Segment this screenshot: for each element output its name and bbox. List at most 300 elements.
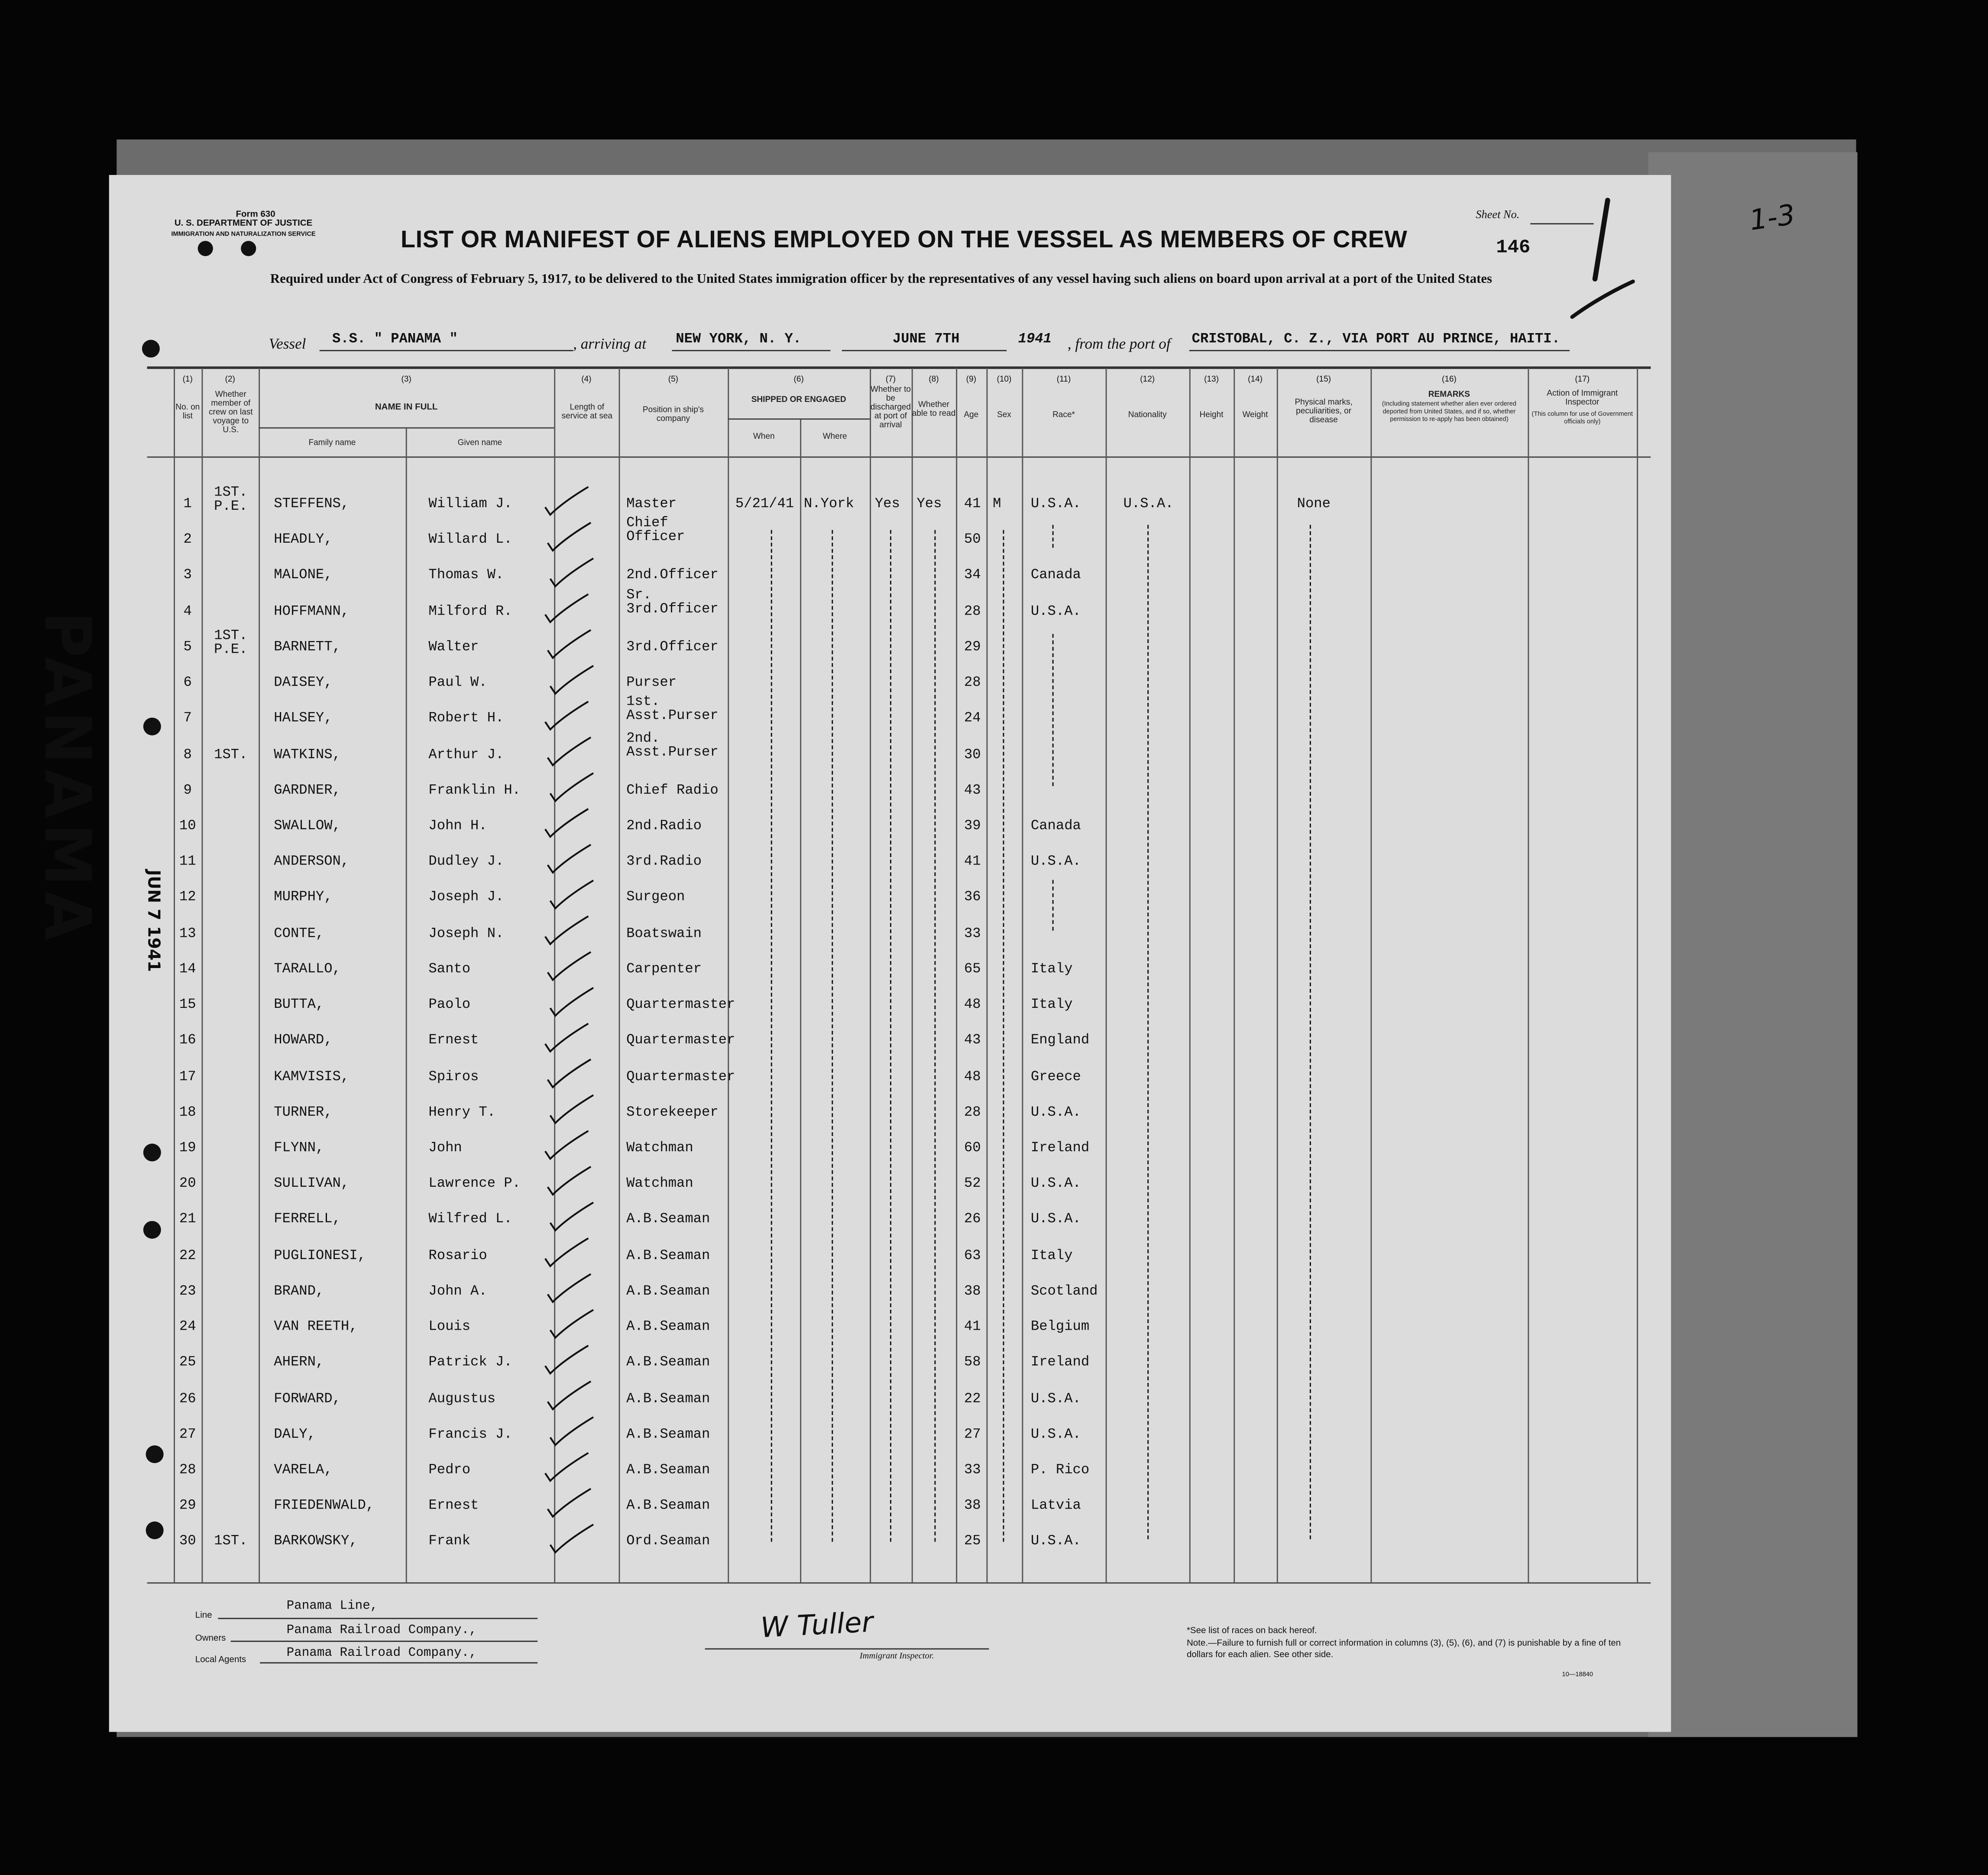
cell-age: 39 bbox=[964, 819, 981, 835]
cell-position: A.B.Seaman bbox=[626, 1212, 710, 1228]
checkmark bbox=[545, 487, 589, 515]
cell-age: 60 bbox=[964, 1141, 981, 1156]
cell-able-to-read: Yes bbox=[916, 497, 942, 512]
checkmark bbox=[550, 1202, 593, 1230]
agents-label: Local Agents bbox=[195, 1656, 246, 1665]
cell-position: Purser bbox=[626, 676, 677, 691]
cell-row-number: 20 bbox=[179, 1177, 196, 1192]
cell-position: Quartermaster bbox=[626, 998, 735, 1014]
cell-given-name: Joseph J. bbox=[428, 891, 504, 906]
column-divider bbox=[1277, 368, 1278, 1582]
cell-position: 2nd.Radio bbox=[626, 819, 702, 835]
punch-hole bbox=[143, 718, 161, 735]
checkmark bbox=[548, 737, 591, 765]
cell-given-name: Robert H. bbox=[428, 712, 504, 727]
cell-last-voyage: 1ST. P.E. bbox=[214, 628, 248, 658]
cell-age: 27 bbox=[964, 1427, 981, 1443]
cell-position: Carpenter bbox=[626, 962, 702, 978]
cell-given-name: Ernest bbox=[428, 1033, 479, 1049]
cell-family-name: HEADLY, bbox=[274, 533, 333, 548]
cell-given-name: Augustus bbox=[428, 1391, 496, 1407]
cell-family-name: ANDERSON, bbox=[274, 855, 350, 870]
punch-hole bbox=[146, 1445, 164, 1463]
cell-row-number: 16 bbox=[179, 1033, 196, 1049]
from-label: , from the port of bbox=[1067, 334, 1171, 353]
cell-race: U.S.A. bbox=[1030, 1427, 1081, 1443]
cell-row-number: 27 bbox=[179, 1427, 196, 1443]
cell-age: 38 bbox=[964, 1284, 981, 1299]
cell-position: 2nd.Officer bbox=[626, 568, 719, 584]
col-num: (11) bbox=[1056, 375, 1071, 384]
binding-hole bbox=[198, 241, 213, 256]
checkmark bbox=[548, 952, 591, 980]
arrival-date: JUNE 7TH bbox=[892, 332, 960, 348]
ditto-mark bbox=[1147, 525, 1149, 1539]
col-num: (7) bbox=[885, 375, 896, 384]
cell-position: A.B.Seaman bbox=[626, 1463, 710, 1479]
ditto-mark bbox=[890, 530, 891, 1542]
cell-position: 1st. Asst.Purser bbox=[626, 695, 719, 725]
checkmark bbox=[550, 773, 593, 801]
checkmark bbox=[548, 845, 591, 872]
cell-age: 65 bbox=[964, 962, 981, 978]
cell-row-number: 18 bbox=[179, 1105, 196, 1120]
vertical-stamp: PANAMA bbox=[30, 611, 104, 946]
cell-age: 52 bbox=[964, 1177, 981, 1192]
col-header-height: Height bbox=[1199, 411, 1224, 420]
cell-age: 24 bbox=[964, 712, 981, 727]
cell-row-number: 10 bbox=[179, 819, 196, 835]
cell-last-voyage: 1ST. bbox=[214, 1535, 248, 1550]
column-divider bbox=[870, 368, 871, 1582]
cell-race: P. Rico bbox=[1030, 1463, 1090, 1479]
shipped-subheader-line bbox=[728, 418, 870, 420]
page-title: LIST OR MANIFEST OF ALIENS EMPLOYED ON THE VESSEL AS MEMBERS OF CREW bbox=[401, 227, 1408, 254]
column-divider bbox=[1370, 368, 1372, 1582]
checkmark bbox=[548, 1274, 591, 1302]
col-header-read: Whether able to read bbox=[912, 401, 956, 419]
cell-position: 2nd. Asst.Purser bbox=[626, 731, 719, 761]
cell-family-name: CONTE, bbox=[274, 926, 324, 942]
cell-age: 48 bbox=[964, 998, 981, 1014]
cell-family-name: FERRELL, bbox=[274, 1212, 341, 1228]
checkmark bbox=[548, 1489, 591, 1516]
col-num: (17) bbox=[1575, 375, 1590, 384]
column-divider bbox=[406, 427, 407, 1583]
ditto-mark bbox=[934, 530, 936, 1542]
checkmark bbox=[545, 594, 589, 622]
cell-position: Boatswain bbox=[626, 926, 702, 942]
cell-age: 22 bbox=[964, 1391, 981, 1407]
checkmark bbox=[550, 1095, 593, 1123]
ditto-mark bbox=[1052, 525, 1054, 548]
cell-position: Quartermaster bbox=[626, 1069, 735, 1085]
cell-shipped-when: 5/21/41 bbox=[735, 497, 794, 512]
column-divider bbox=[1106, 368, 1107, 1582]
punch-hole bbox=[142, 340, 160, 358]
cell-family-name: SULLIVAN, bbox=[274, 1177, 350, 1192]
col-header-discharge: Whether to be discharged at port of arrival bbox=[870, 385, 911, 430]
punch-hole bbox=[143, 1221, 161, 1239]
col-header-inspector-action: Action of Immigrant Inspector bbox=[1547, 389, 1618, 407]
column-divider bbox=[1189, 368, 1191, 1582]
cell-race: U.S.A. bbox=[1030, 1391, 1081, 1407]
col-num: (5) bbox=[668, 375, 679, 384]
cell-family-name: HOFFMANN, bbox=[274, 604, 350, 620]
cell-family-name: FORWARD, bbox=[274, 1391, 341, 1407]
checkmark bbox=[548, 1059, 591, 1087]
col-num: (16) bbox=[1441, 375, 1457, 384]
cell-race: U.S.A. bbox=[1030, 497, 1081, 512]
date-stamp: JUN 7 1941 bbox=[143, 870, 162, 972]
ditto-mark bbox=[1003, 530, 1004, 1542]
checkmark bbox=[545, 916, 589, 944]
cell-age: 58 bbox=[964, 1356, 981, 1371]
penalty-note bbox=[1187, 1638, 1643, 1661]
cell-position: Quartermaster bbox=[626, 1033, 735, 1049]
checkmark bbox=[548, 1167, 591, 1195]
cell-family-name: HOWARD, bbox=[274, 1033, 333, 1049]
cell-race: Ireland bbox=[1030, 1356, 1090, 1371]
cell-age: 43 bbox=[964, 1033, 981, 1049]
cell-given-name: John H. bbox=[428, 819, 487, 835]
cell-age: 63 bbox=[964, 1248, 981, 1264]
cell-family-name: VARELA, bbox=[274, 1463, 333, 1479]
cell-position: Surgeon bbox=[626, 891, 685, 906]
agents-value: Panama Railroad Company., bbox=[286, 1647, 477, 1661]
cell-position: Watchman bbox=[626, 1141, 693, 1156]
cell-given-name: John A. bbox=[428, 1284, 487, 1299]
cell-race: England bbox=[1030, 1033, 1090, 1049]
back-sheet-edge bbox=[1648, 152, 1857, 1737]
note-text: —Failure to furnish full or correct information in columns (3), (5), (6), and (7) is punishable by a fine of ten dollars for each alien. See other side. bbox=[1186, 1639, 1621, 1660]
col-num: (9) bbox=[966, 375, 976, 384]
cell-family-name: BARKOWSKY, bbox=[274, 1535, 358, 1550]
cell-age: 41 bbox=[964, 1320, 981, 1335]
col-num: (14) bbox=[1248, 375, 1263, 384]
col-header-weight: Weight bbox=[1242, 411, 1268, 420]
cell-given-name: Henry T. bbox=[428, 1105, 496, 1120]
checkmark bbox=[550, 1525, 593, 1552]
checkmark bbox=[545, 1453, 589, 1481]
col-header-sex: Sex bbox=[997, 411, 1011, 420]
checkmark bbox=[550, 988, 593, 1016]
binding-hole bbox=[241, 241, 256, 256]
col-header-position: Position in ship's company bbox=[642, 405, 704, 424]
checkmark bbox=[550, 881, 593, 908]
checkmark bbox=[548, 523, 591, 551]
column-divider bbox=[800, 418, 801, 1582]
cell-position: 3rd.Officer bbox=[626, 640, 719, 656]
column-divider bbox=[728, 368, 729, 1582]
column-divider bbox=[1528, 368, 1529, 1582]
cell-race: U.S.A. bbox=[1030, 1177, 1081, 1192]
col-num: (2) bbox=[225, 375, 235, 384]
cell-age: 41 bbox=[964, 855, 981, 870]
cell-row-number: 13 bbox=[179, 926, 196, 942]
form-code: 10—18840 bbox=[1562, 1671, 1593, 1679]
sheet-label: Sheet No. bbox=[1476, 208, 1520, 221]
cell-family-name: VAN REETH, bbox=[274, 1320, 358, 1335]
cell-race: Belgium bbox=[1030, 1320, 1090, 1335]
cell-position: A.B.Seaman bbox=[626, 1248, 710, 1264]
cell-family-name: KAMVISIS, bbox=[274, 1069, 350, 1085]
cell-given-name: Ernest bbox=[428, 1499, 479, 1514]
cell-position: Storekeeper bbox=[626, 1105, 719, 1120]
col-header-when: When bbox=[753, 432, 775, 441]
cell-given-name: Santo bbox=[428, 962, 471, 978]
cell-given-name: Louis bbox=[428, 1320, 471, 1335]
checkmark bbox=[545, 809, 589, 837]
cell-row-number: 24 bbox=[179, 1320, 196, 1335]
column-divider bbox=[912, 368, 913, 1582]
arrival-port: NEW YORK, N. Y. bbox=[676, 332, 802, 348]
col-num: (8) bbox=[929, 375, 939, 384]
col-header-no: No. on list bbox=[175, 403, 200, 421]
cell-given-name: Paul W. bbox=[428, 676, 487, 691]
col-num: (4) bbox=[581, 375, 592, 384]
cell-family-name: DALY, bbox=[274, 1427, 316, 1443]
cell-family-name: STEFFENS, bbox=[274, 497, 350, 512]
checkmark bbox=[545, 1346, 589, 1373]
cell-given-name: John bbox=[428, 1141, 462, 1156]
cell-row-number: 6 bbox=[183, 676, 192, 691]
col-header-race: Race* bbox=[1052, 411, 1075, 420]
cell-family-name: TARALLO, bbox=[274, 962, 341, 978]
column-divider bbox=[956, 368, 957, 1582]
cell-row-number: 23 bbox=[179, 1284, 196, 1299]
owners-value: Panama Railroad Company., bbox=[286, 1624, 477, 1639]
corner-mark: 1-3 bbox=[1748, 200, 1797, 238]
cell-row-number: 21 bbox=[179, 1212, 196, 1228]
cell-age: 34 bbox=[964, 568, 981, 584]
cell-age: 43 bbox=[964, 783, 981, 799]
cell-given-name: Frank bbox=[428, 1535, 471, 1550]
line-value: Panama Line, bbox=[286, 1600, 378, 1614]
cell-age: 28 bbox=[964, 676, 981, 691]
checkmark bbox=[550, 558, 593, 586]
department-name: U. S. DEPARTMENT OF JUSTICE bbox=[174, 219, 313, 228]
name-subheader-line bbox=[259, 427, 554, 429]
sheet-number: 146 bbox=[1496, 237, 1531, 259]
cell-position: Master bbox=[626, 497, 677, 512]
col-num: (12) bbox=[1140, 375, 1155, 384]
cell-row-number: 22 bbox=[179, 1248, 196, 1264]
cell-row-number: 26 bbox=[179, 1391, 196, 1407]
cell-position: A.B.Seaman bbox=[626, 1427, 710, 1443]
column-divider bbox=[1022, 368, 1023, 1582]
cell-age: 36 bbox=[964, 891, 981, 906]
cell-row-number: 8 bbox=[183, 747, 192, 763]
cell-row-number: 14 bbox=[179, 962, 196, 978]
cell-physical-marks: None bbox=[1297, 497, 1331, 512]
col-header-last-voyage: Whether member of crew on last voyage to U.S. bbox=[208, 390, 253, 435]
col-header-where: Where bbox=[822, 432, 847, 441]
form-label: Form 630 bbox=[236, 210, 275, 220]
cell-age: 28 bbox=[964, 1105, 981, 1120]
cell-position: A.B.Seaman bbox=[626, 1391, 710, 1407]
cell-age: 29 bbox=[964, 640, 981, 656]
cell-race: Italy bbox=[1030, 1248, 1073, 1264]
cell-given-name: Joseph N. bbox=[428, 926, 504, 942]
cell-race: U.S.A. bbox=[1030, 1535, 1081, 1550]
cell-row-number: 19 bbox=[179, 1141, 196, 1156]
cell-race: U.S.A. bbox=[1030, 1105, 1081, 1120]
cell-row-number: 4 bbox=[183, 604, 192, 620]
column-divider bbox=[986, 368, 988, 1582]
cell-race: Italy bbox=[1030, 962, 1073, 978]
cell-row-number: 11 bbox=[179, 855, 196, 870]
cell-family-name: FRIEDENWALD, bbox=[274, 1499, 375, 1514]
ditto-mark bbox=[1310, 525, 1311, 1539]
cell-family-name: DAISEY, bbox=[274, 676, 333, 691]
col-num: (13) bbox=[1204, 375, 1219, 384]
arrival-year: 1941 bbox=[1018, 332, 1052, 348]
cell-age: 26 bbox=[964, 1212, 981, 1228]
cell-given-name: William J. bbox=[428, 497, 512, 512]
cell-discharge: Yes bbox=[874, 497, 900, 512]
inspector-signature: W Tuller bbox=[760, 1607, 874, 1645]
cell-given-name: Rosario bbox=[428, 1248, 487, 1264]
cell-family-name: MALONE, bbox=[274, 568, 333, 584]
cell-race: Italy bbox=[1030, 998, 1073, 1014]
column-divider bbox=[201, 368, 203, 1582]
ditto-mark bbox=[1052, 634, 1054, 786]
col-num: (15) bbox=[1316, 375, 1331, 384]
cell-row-number: 28 bbox=[179, 1463, 196, 1479]
cell-race: Scotland bbox=[1030, 1284, 1098, 1299]
col-header-name: NAME IN FULL bbox=[375, 403, 438, 412]
punch-hole bbox=[143, 1143, 161, 1161]
cell-position: Watchman bbox=[626, 1177, 693, 1192]
column-divider bbox=[1637, 368, 1638, 1582]
cell-given-name: Willard L. bbox=[428, 533, 512, 548]
col-header-shipped: SHIPPED OR ENGAGED bbox=[751, 395, 846, 405]
cell-row-number: 3 bbox=[183, 568, 192, 584]
cell-row-number: 5 bbox=[183, 640, 192, 656]
ditto-mark bbox=[1052, 880, 1054, 931]
col-header-family-name: Family name bbox=[308, 438, 356, 448]
cell-row-number: 15 bbox=[179, 998, 196, 1014]
checkmark bbox=[550, 1310, 593, 1337]
vessel-name: S.S. " PANAMA " bbox=[332, 332, 458, 348]
col-header-given-name: Given name bbox=[457, 438, 502, 448]
cell-row-number: 25 bbox=[179, 1356, 196, 1371]
cell-given-name: Lawrence P. bbox=[428, 1177, 521, 1192]
cell-given-name: Francis J. bbox=[428, 1427, 512, 1443]
cell-row-number: 7 bbox=[183, 712, 192, 727]
line-label: Line bbox=[195, 1611, 212, 1621]
cell-race: U.S.A. bbox=[1030, 855, 1081, 870]
ditto-mark bbox=[771, 530, 772, 1542]
cell-sex: M bbox=[993, 497, 1001, 512]
cell-given-name: Wilfred L. bbox=[428, 1212, 512, 1228]
cell-shipped-where: N.York bbox=[803, 497, 854, 512]
column-divider bbox=[1234, 368, 1235, 1582]
cell-row-number: 30 bbox=[179, 1535, 196, 1550]
note-label: Note. bbox=[1186, 1639, 1208, 1648]
cell-given-name: Patrick J. bbox=[428, 1356, 512, 1371]
cell-position: Chief Radio bbox=[626, 783, 719, 799]
checkmark bbox=[550, 666, 593, 693]
cell-race: Latvia bbox=[1030, 1499, 1081, 1514]
col-header-remarks: REMARKS bbox=[1428, 390, 1470, 400]
page-subtitle: Required under Act of Congress of February 5, 1917, to be delivered to the United States immigration officer by the representatives of any vessel having such aliens on board upon arrival at a port of the United States bbox=[270, 272, 1493, 287]
cell-given-name: Dudley J. bbox=[428, 855, 504, 870]
cell-race: Canada bbox=[1030, 568, 1081, 584]
col-num: (6) bbox=[793, 375, 804, 384]
cell-given-name: Walter bbox=[428, 640, 479, 656]
cell-given-name: Milford R. bbox=[428, 604, 512, 620]
checkmark bbox=[545, 702, 589, 729]
cell-position: A.B.Seaman bbox=[626, 1499, 710, 1514]
col-num: (10) bbox=[997, 375, 1012, 384]
checkmark bbox=[548, 630, 591, 658]
cell-row-number: 29 bbox=[179, 1499, 196, 1514]
cell-position: 3rd.Radio bbox=[626, 855, 702, 870]
service-checkmarks bbox=[532, 469, 621, 1559]
col-header-age: Age bbox=[964, 411, 979, 420]
cell-age: 41 bbox=[964, 497, 981, 512]
cell-race: Greece bbox=[1030, 1069, 1081, 1085]
cell-family-name: SWALLOW, bbox=[274, 819, 341, 835]
cell-row-number: 9 bbox=[183, 783, 192, 799]
cell-given-name: Arthur J. bbox=[428, 747, 504, 763]
inspector-label: Immigrant Inspector. bbox=[859, 1651, 934, 1661]
col-header-inspector-note: (This column for use of Government officials only) bbox=[1531, 411, 1633, 426]
checkmark bbox=[548, 1381, 591, 1409]
owners-label: Owners bbox=[195, 1634, 226, 1643]
cell-position: Ord.Seaman bbox=[626, 1535, 710, 1550]
cell-row-number: 2 bbox=[183, 533, 192, 548]
cell-family-name: PUGLIONESI, bbox=[274, 1248, 366, 1264]
cell-family-name: HALSEY, bbox=[274, 712, 333, 727]
cell-age: 25 bbox=[964, 1535, 981, 1550]
cell-row-number: 17 bbox=[179, 1069, 196, 1085]
cell-given-name: Thomas W. bbox=[428, 568, 504, 584]
cell-age: 48 bbox=[964, 1069, 981, 1085]
checkmark bbox=[550, 1417, 593, 1445]
column-divider bbox=[259, 368, 260, 1582]
cell-family-name: TURNER, bbox=[274, 1105, 333, 1120]
cell-position: A.B.Seaman bbox=[626, 1320, 710, 1335]
vessel-label: Vessel bbox=[269, 334, 306, 353]
punch-hole bbox=[146, 1522, 164, 1539]
col-num: (3) bbox=[401, 375, 411, 384]
cell-given-name: Franklin H. bbox=[428, 783, 521, 799]
cell-last-voyage: 1ST. P.E. bbox=[214, 486, 248, 515]
cell-nationality: U.S.A. bbox=[1123, 497, 1174, 512]
cell-position: A.B.Seaman bbox=[626, 1356, 710, 1371]
race-note: *See list of races on back hereof. bbox=[1186, 1626, 1317, 1636]
cell-position: A.B.Seaman bbox=[626, 1284, 710, 1299]
cell-row-number: 12 bbox=[179, 891, 196, 906]
col-num: (1) bbox=[182, 375, 193, 384]
cell-family-name: BARNETT, bbox=[274, 640, 341, 656]
cell-family-name: FLYNN, bbox=[274, 1141, 324, 1156]
cell-race: Ireland bbox=[1030, 1141, 1090, 1156]
cell-race: Canada bbox=[1030, 819, 1081, 835]
cell-last-voyage: 1ST. bbox=[214, 747, 248, 763]
col-header-length-service: Length of service at sea bbox=[561, 403, 613, 421]
cell-age: 38 bbox=[964, 1499, 981, 1514]
cell-position: Chief Officer bbox=[626, 516, 685, 546]
service-name: IMMIGRATION AND NATURALIZATION SERVICE bbox=[171, 230, 316, 239]
cell-position: Sr. 3rd.Officer bbox=[626, 588, 719, 617]
cell-given-name: Pedro bbox=[428, 1463, 471, 1479]
cell-family-name: BRAND, bbox=[274, 1284, 324, 1299]
cell-age: 33 bbox=[964, 1463, 981, 1479]
